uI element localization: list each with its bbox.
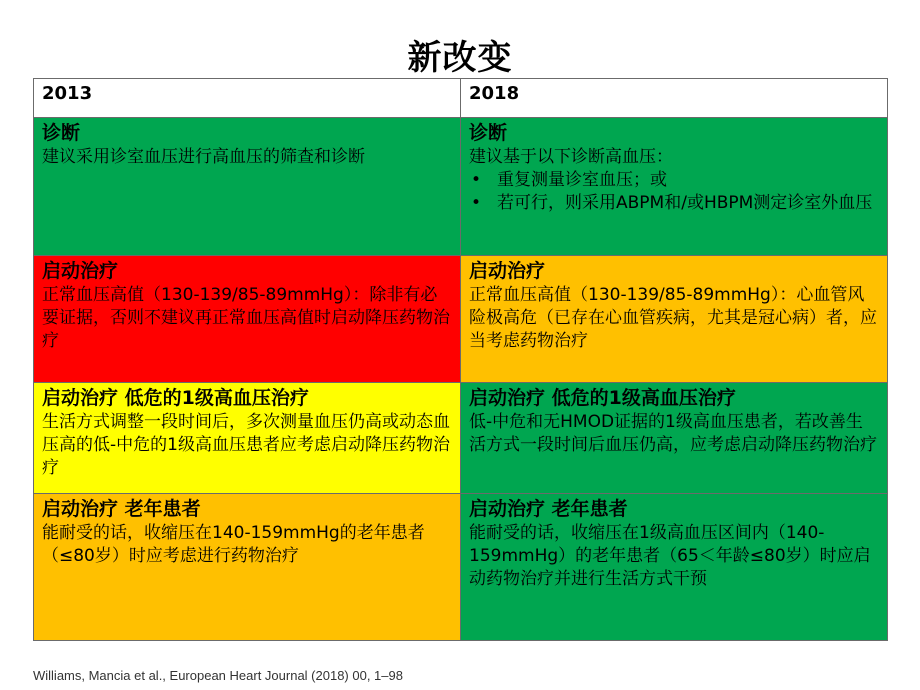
table-row-diagnosis — [34, 118, 888, 256]
cell-text: 能耐受的话，收缩压在140-159mmHg的老年患者（≤80岁）时应考虑进行药物治疗 — [42, 523, 425, 566]
cell-text: 建议基于以下诊断高血压： — [469, 147, 673, 167]
cell-title: 诊断 — [42, 122, 81, 144]
cell-2013-normal-high — [34, 256, 461, 383]
cell-title: 启动治疗 低危的1级高血压治疗 — [469, 387, 736, 409]
cell-2018-grade1 — [461, 383, 888, 494]
list-item — [469, 192, 879, 215]
table-row-grade1-low-risk — [34, 383, 888, 494]
cell-2018-normal-high — [461, 256, 888, 383]
bullet-icon: • — [471, 170, 482, 190]
bullet-text: 若可行，则采用ABPM和/或HBPM测定诊室外血压 — [497, 193, 873, 213]
cell-text: 正常血压高值（130-139/85-89mmHg）：除非有必要证据，否则不建议再正常血压高值时启动降压药物治疗 — [42, 285, 450, 351]
list-item — [469, 169, 879, 192]
bullet-text: 重复测量诊室血压；或 — [497, 170, 667, 190]
cell-2018-elderly — [461, 494, 888, 641]
page-title: 新改变 — [407, 38, 513, 78]
cell-title: 启动治疗 老年患者 — [469, 498, 628, 520]
citation: Williams, Mancia et al., European Heart Journal (2018) 00, 1–98 — [33, 668, 403, 683]
table-row-normal-high — [34, 256, 888, 383]
cell-title: 启动治疗 低危的1级高血压治疗 — [42, 387, 309, 409]
cell-title: 启动治疗 — [42, 260, 119, 282]
cell-2013-diagnosis — [34, 118, 461, 256]
cell-2013-elderly — [34, 494, 461, 641]
cell-text: 低-中危和无HMOD证据的1级高血压患者，若改善生活方式一段时间后血压仍高，应考虑启动降压药物治疗 — [469, 412, 877, 455]
bullet-icon: • — [471, 193, 482, 213]
table-header-row — [34, 79, 888, 118]
bullet-list — [469, 169, 879, 215]
cell-title: 启动治疗 — [469, 260, 546, 282]
cell-text: 能耐受的话，收缩压在1级高血压区间内（140-159mmHg）的老年患者（65＜年龄≤80岁）时应启动药物治疗并进行生活方式干预 — [469, 523, 871, 589]
cell-title: 诊断 — [469, 122, 508, 144]
table-row-elderly — [34, 494, 888, 641]
header-2013: 2013 — [34, 79, 461, 118]
cell-2013-grade1 — [34, 383, 461, 494]
comparison-table — [33, 78, 888, 641]
cell-text: 正常血压高值（130-139/85-89mmHg）：心血管风险极高危（已存在心血管疾病，尤其是冠心病）者，应当考虑药物治疗 — [469, 285, 877, 351]
cell-title: 启动治疗 老年患者 — [42, 498, 201, 520]
cell-2018-diagnosis — [461, 118, 888, 256]
cell-text: 生活方式调整一段时间后，多次测量血压仍高或动态血压高的低-中危的1级高血压患者应考虑启动降压药物治疗 — [42, 412, 450, 478]
header-2018: 2018 — [461, 79, 888, 118]
cell-text: 建议采用诊室血压进行高血压的筛查和诊断 — [42, 147, 365, 167]
